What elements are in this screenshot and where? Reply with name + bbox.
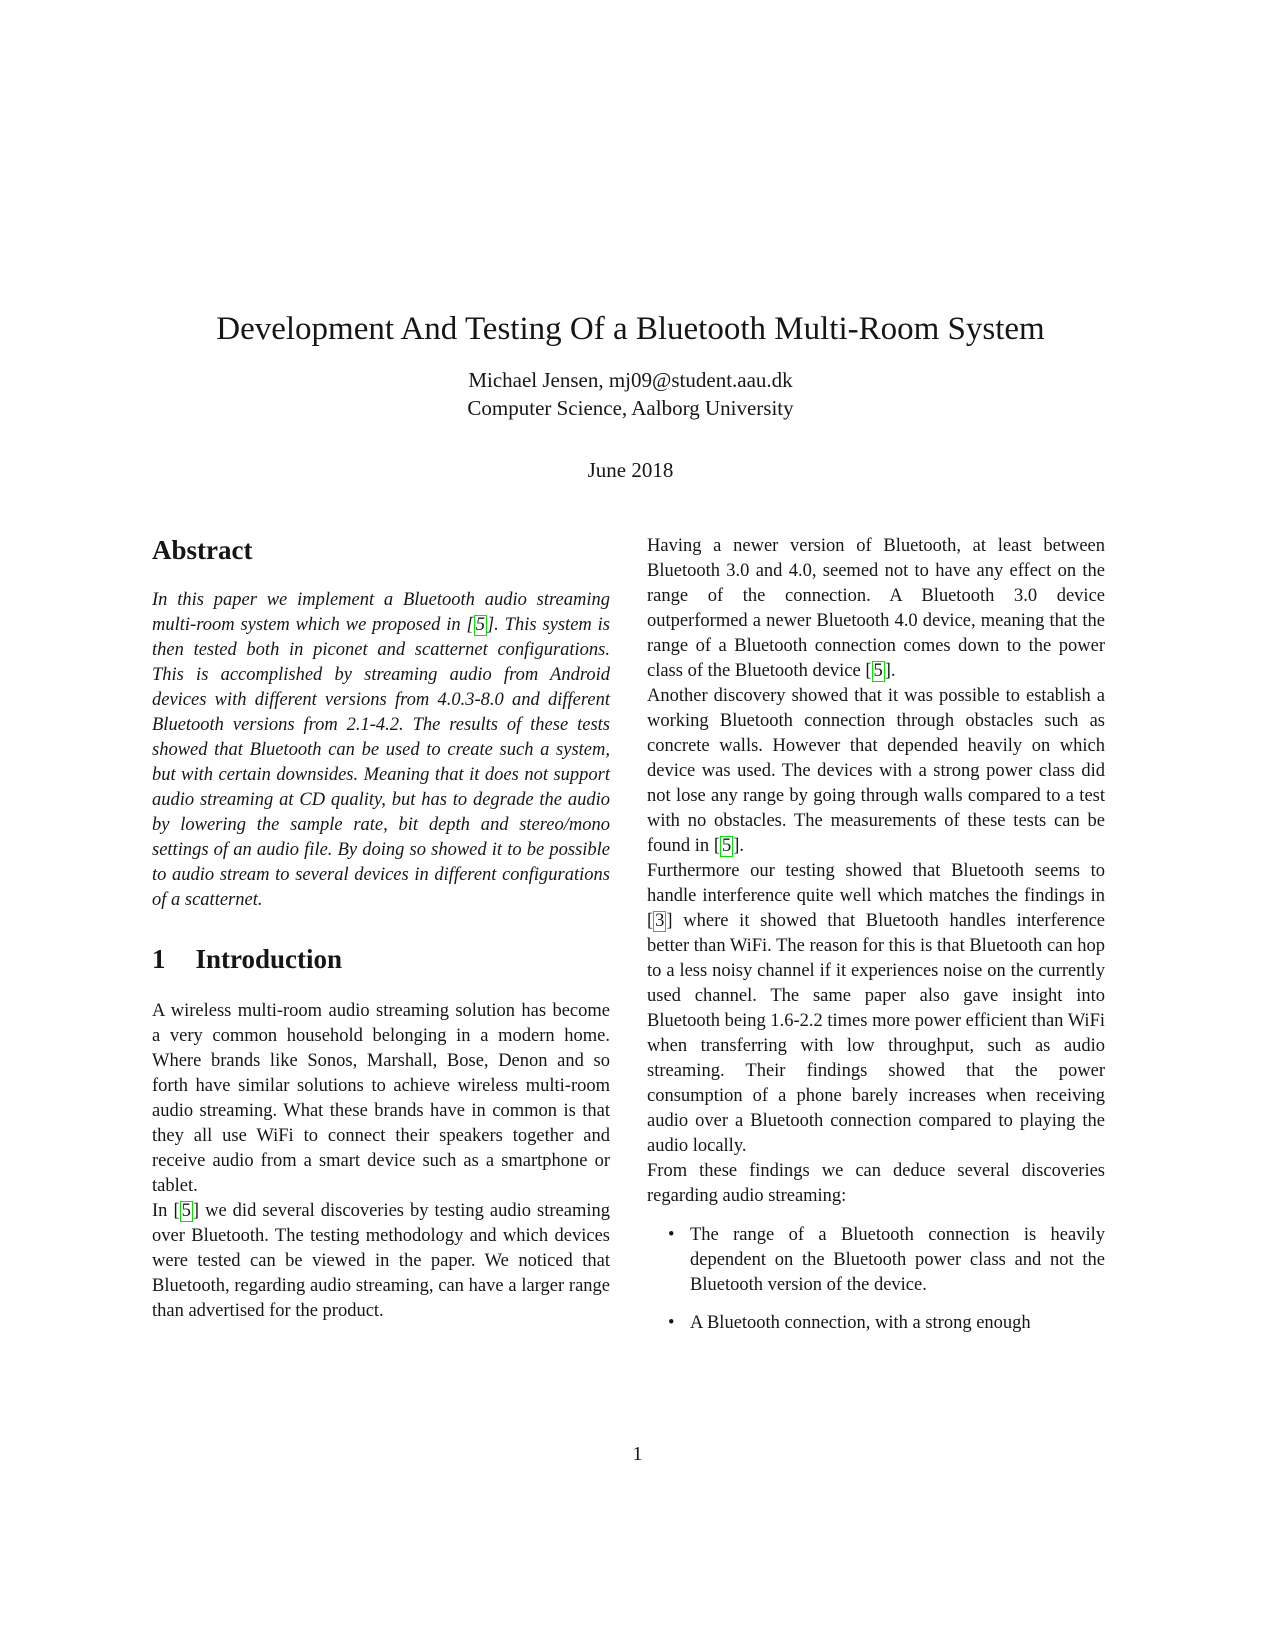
citation-link[interactable]: [ 5 ] (713, 836, 740, 856)
citation-link[interactable]: [ 5 ] (865, 661, 891, 681)
body-paragraph-findings: From these findings we can deduce several discoveries regarding audio streaming: (647, 1161, 1105, 1206)
citation-number[interactable]: 5 (181, 1201, 191, 1221)
paper-header (152, 310, 1109, 484)
citation-number[interactable]: 5 (873, 661, 883, 681)
introduction-heading (152, 943, 610, 975)
body-paragraph-range: Having a newer version of Bluetooth, at least between Bluetooth 3.0 and 4.0, seemed not to have any effect on the range of the connection. A Bluetooth 3.0 device outperformed a newer Bluetooth 4.0 device, meaning that the range of a Bluetooth connection comes down to the power class of the Bluetooth device [ 5 ]. (647, 536, 1105, 681)
citation-link[interactable]: [ 3 ] (647, 911, 673, 931)
list-item (668, 1311, 1105, 1336)
body-paragraph-interference: Furthermore our testing showed that Bluetooth seems to handle interference quite well which matches the findings in [ 3 ] where it showed that Bluetooth handles interference better than WiFi. The reason for this is that Bluetooth can hop to a less noisy channel if it experiences noise on the currently used channel. The same paper also gave insight into Bluetooth being 1.6-2.2 times more power efficient than WiFi when transferring with low throughput, such as audio streaming. Their findings showed that the power consumption of a phone barely increases when receiving audio over a Bluetooth connection compared to playing the audio locally. (647, 861, 1105, 1156)
intro-paragraph-1: A wireless multi-room audio streaming solution has become a very common household belonging in a modern home. Where brands like Sonos, Marshall, Bose, Denon and so forth have similar solutions to achieve wireless multi-room audio streaming. What these brands have in common is that they all use WiFi to connect their speakers together and receive audio from a smart device such as a smartphone or tablet. (152, 1001, 610, 1196)
paper-title: Development And Testing Of a Bluetooth Multi-Room System (216, 311, 1045, 347)
bullet-icon: • (668, 1313, 675, 1333)
body-paragraph-obstacles: Another discovery showed that it was possible to establish a working Bluetooth connection through obstacles such as concrete walls. However that depended heavily on which device was used. The devices with a strong power class did not lose any range by going through walls compared to a test with no obstacles. The measurements of these tests can be found in [ 5 ]. (647, 686, 1105, 856)
section-number: 1 (152, 944, 166, 974)
right-column (647, 534, 1105, 1349)
findings-list (647, 1223, 1105, 1336)
page-content (0, 310, 1275, 1349)
citation-link[interactable]: [ 5 ] (466, 615, 495, 635)
citation-number[interactable]: 3 (655, 911, 665, 931)
author-line: Michael Jensen, mj09@student.aau.dk (468, 368, 793, 392)
section-title: Introduction (195, 944, 343, 974)
citation-number[interactable]: 5 (721, 836, 732, 856)
author-block (152, 366, 1109, 422)
left-column (152, 534, 610, 1349)
date-line: June 2018 (587, 458, 674, 482)
abstract-heading: Abstract (152, 535, 253, 565)
intro-paragraph-2: In [ 5 ] we did several discoveries by testing audio streaming over Bluetooth. The testing methodology and which devices were tested can be viewed in the paper. We noticed that Bluetooth, regarding audio streaming, can have a larger range than advertised for the product. (152, 1201, 610, 1321)
two-column-body (152, 534, 1109, 1349)
citation-link[interactable]: [ 5 ] (173, 1201, 200, 1221)
abstract-paragraph: In this paper we implement a Bluetooth audio streaming multi-room system which we proposed in [ 5 ]. This system is then tested both in piconet and scatternet configurations. This is accomplished by streaming audio from Android devices with different versions from 4.0.3-8.0 and different Bluetooth versions from 2.1-4.2. The results of these tests showed that Bluetooth can be used to create such a system, but with certain downsides. Meaning that it does not support audio streaming at CD quality, but has to degrade the audio by lowering the sample rate, bit depth and stereo/mono settings of an audio file. By doing so showed it to be possible to audio stream to several devices in different configurations of a scatternet. (152, 590, 610, 910)
citation-number[interactable]: 5 (475, 615, 485, 635)
affiliation-line: Computer Science, Aalborg University (467, 396, 794, 420)
bullet-icon: • (668, 1225, 675, 1245)
page-number: 1 (632, 1443, 643, 1465)
list-item (668, 1223, 1105, 1298)
list-item-text: A Bluetooth connection, with a strong enough (690, 1313, 1031, 1333)
list-item-text: The range of a Bluetooth connection is heavily dependent on the Bluetooth power class and not the Bluetooth version of the device. (690, 1225, 1105, 1295)
